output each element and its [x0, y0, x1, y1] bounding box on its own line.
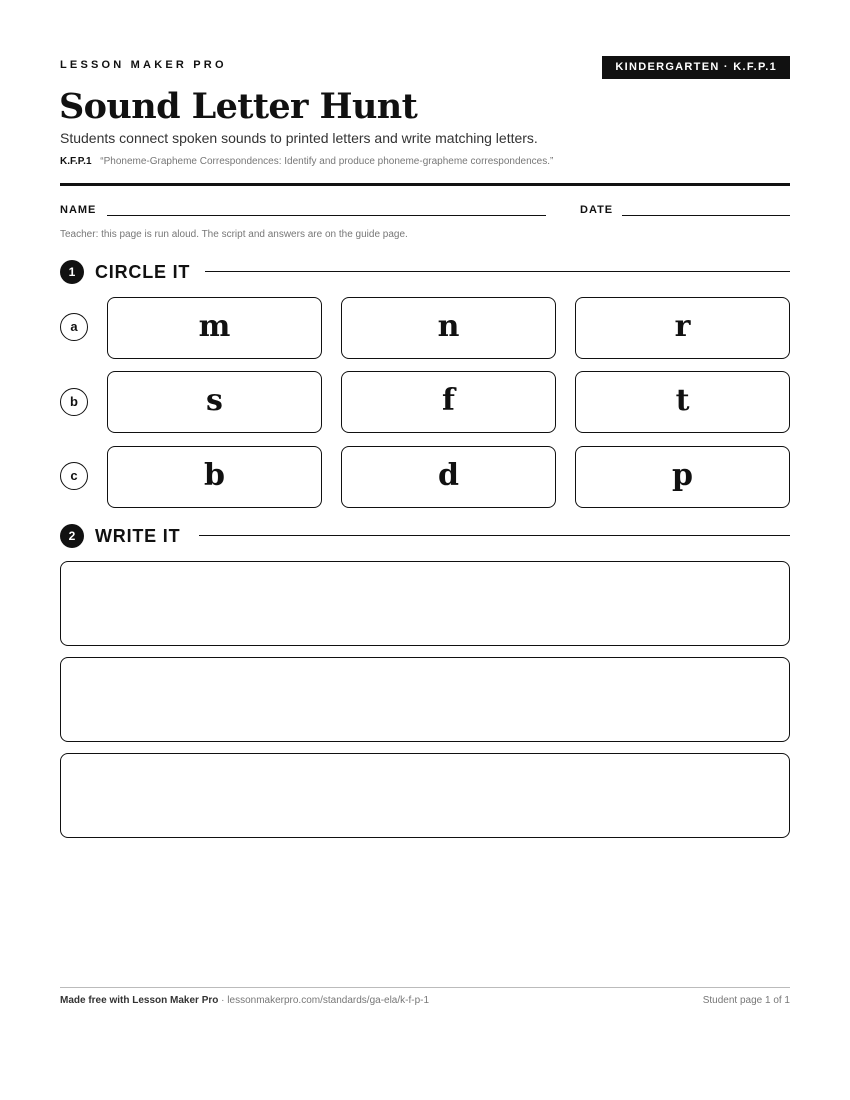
write-box-2[interactable] [60, 657, 790, 742]
letter-choice-f[interactable]: f [341, 371, 556, 433]
worksheet-subtitle: Students connect spoken sounds to printed letters and write matching letters. [60, 130, 538, 146]
header-divider [60, 183, 790, 186]
section-title: WRITE IT [95, 526, 181, 546]
name-date-row [60, 204, 790, 220]
section-rule [205, 271, 790, 272]
footer-divider [60, 987, 790, 988]
footer-page-number: Student page 1 of 1 [702, 995, 790, 1006]
letter-choice-m[interactable]: m [107, 297, 322, 359]
footer-separator: · [221, 995, 228, 1006]
letter-choice-n[interactable]: n [341, 297, 556, 359]
name-field[interactable] [107, 215, 546, 216]
date-field[interactable] [622, 215, 790, 216]
brand-name: LESSON MAKER PRO [60, 59, 227, 71]
letter-choice-t[interactable]: t [575, 371, 790, 433]
letter-choice-s[interactable]: s [107, 371, 322, 433]
footer-url[interactable]: lessonmakerpro.com/standards/ga-ela/k-f-p-1 [227, 995, 430, 1006]
write-box-3[interactable] [60, 753, 790, 838]
section-circle-it [60, 259, 790, 283]
letter-choice-p[interactable]: p [575, 446, 790, 508]
row-label-b: b [60, 388, 88, 416]
row-label-a: a [60, 313, 88, 341]
standard-line [60, 156, 553, 167]
write-box-1[interactable] [60, 561, 790, 646]
row-label-c: c [60, 462, 88, 490]
worksheet-title: Sound Letter Hunt [59, 86, 418, 127]
grade-badge: KINDERGARTEN · K.F.P.1 [602, 56, 790, 79]
letter-choice-d[interactable]: d [341, 446, 556, 508]
footer-credit-line [60, 995, 429, 1006]
section-write-it [60, 523, 790, 547]
letter-choice-r[interactable]: r [575, 297, 790, 359]
section-number: 2 [60, 524, 84, 548]
section-title: CIRCLE IT [95, 262, 191, 282]
letter-choice-b[interactable]: b [107, 446, 322, 508]
worksheet-header [60, 56, 790, 80]
section-number: 1 [60, 260, 84, 284]
date-label: DATE [580, 204, 614, 216]
standard-description: “Phoneme-Grapheme Correspondences: Identify and produce phoneme-grapheme correspondences.” [100, 156, 554, 167]
section-rule [199, 535, 790, 536]
standard-code: K.F.P.1 [60, 156, 92, 167]
name-label: NAME [60, 204, 97, 216]
teacher-note: Teacher: this page is run aloud. The script and answers are on the guide page. [60, 229, 408, 240]
footer-credit: Made free with Lesson Maker Pro [60, 995, 219, 1006]
